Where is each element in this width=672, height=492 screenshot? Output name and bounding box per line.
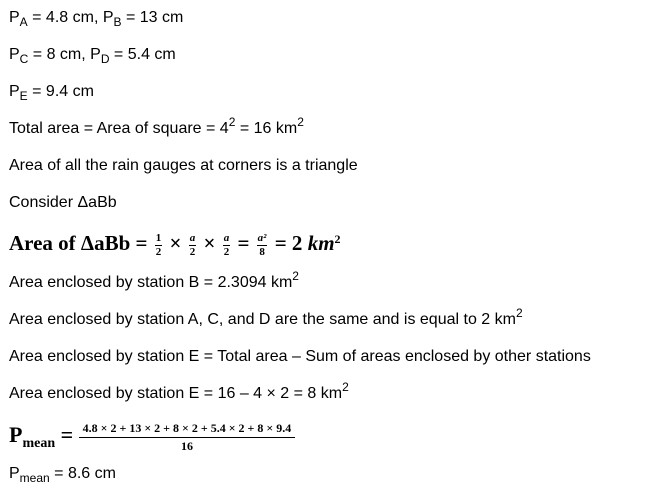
pmean-equation [9, 418, 295, 455]
consider-text: Consider ΔaBb [9, 194, 117, 211]
numerator: 1 [155, 231, 162, 244]
value-a: = 4.8 cm, P [27, 9, 114, 26]
fraction-a-2 [223, 233, 231, 258]
unit-exponent: 2 [292, 269, 299, 283]
subscript-e: E [19, 89, 28, 103]
precip-c-d [9, 45, 176, 65]
consider-line [9, 193, 117, 213]
corner-triangle-text: Area of all the rain gauges at corners is a triangle [9, 157, 358, 174]
numerator: a² [257, 231, 267, 244]
result-value: = 2 [269, 231, 308, 255]
denominator: 2 [189, 245, 196, 258]
pmean-result-line [9, 464, 116, 484]
p-symbol: P [9, 422, 23, 447]
denominator: 2 [223, 245, 230, 258]
fraction-a2-8 [257, 233, 268, 258]
value-c: = 8 cm, P [28, 46, 101, 63]
subscript-mean: mean [19, 471, 50, 485]
total-area-value: = 16 km [235, 120, 298, 137]
station-e-area-text: Area enclosed by station E = 16 – 4 × 2 = 8 km [9, 385, 343, 402]
numerator: a [189, 231, 196, 244]
denominator: 8 [259, 245, 265, 258]
numerator: 4.8 × 2 + 13 × 2 + 8 × 2 + 5.4 × 2 + 8 × 9.4 [79, 422, 296, 438]
denominator: 2 [155, 245, 162, 258]
fraction-1-2 [155, 233, 163, 258]
unit-exponent: 2 [515, 306, 523, 320]
equals-sign: = [232, 231, 255, 255]
times-sign: × [198, 231, 221, 255]
p-symbol: P [9, 9, 20, 26]
equals-sign: = [55, 422, 79, 447]
p-symbol: P [9, 83, 20, 100]
numerator: a [223, 231, 230, 244]
total-area-line [9, 115, 304, 139]
subscript-d: D [100, 52, 110, 66]
station-acd-area-text: Area enclosed by station A, C, and D are the same and is equal to 2 km [9, 311, 516, 328]
subscript-a: A [19, 15, 28, 29]
unit-exponent: 2 [334, 232, 341, 246]
value-d: = 5.4 cm [109, 46, 176, 63]
p-symbol: P [9, 46, 20, 63]
unit-exponent: 2 [297, 115, 304, 129]
station-acd-area-line [9, 306, 523, 330]
equation-lhs: Area of ΔaBb = [9, 231, 153, 255]
result-unit: km [307, 231, 335, 255]
value-e: = 9.4 cm [27, 83, 94, 100]
total-area-text: Total area = Area of square = 4 [9, 120, 229, 137]
precip-a-b [9, 8, 183, 28]
exponent: 2 [228, 115, 236, 129]
subscript-mean: mean [22, 436, 56, 451]
fraction-a-2 [189, 233, 197, 258]
triangle-area-equation [9, 230, 341, 258]
pmean-result-value: = 8.6 cm [49, 465, 116, 482]
p-symbol: P [9, 465, 20, 482]
times-sign: × [164, 231, 187, 255]
value-b: = 13 cm [121, 9, 184, 26]
station-e-definition-text: Area enclosed by station E = Total area – Sum of areas enclosed by other stations [9, 348, 591, 365]
station-b-area-text: Area enclosed by station B = 2.3094 km [9, 274, 293, 291]
precip-e [9, 82, 94, 102]
station-e-definition-line [9, 347, 591, 367]
subscript-b: B [113, 15, 122, 29]
subscript-c: C [19, 52, 29, 66]
station-b-area-line [9, 269, 299, 293]
corner-triangle-line [9, 156, 358, 176]
station-e-area-line [9, 380, 349, 404]
denominator: 16 [180, 439, 193, 454]
pmean-fraction [79, 422, 296, 453]
unit-exponent: 2 [342, 380, 349, 394]
pmean-symbol [9, 422, 56, 451]
